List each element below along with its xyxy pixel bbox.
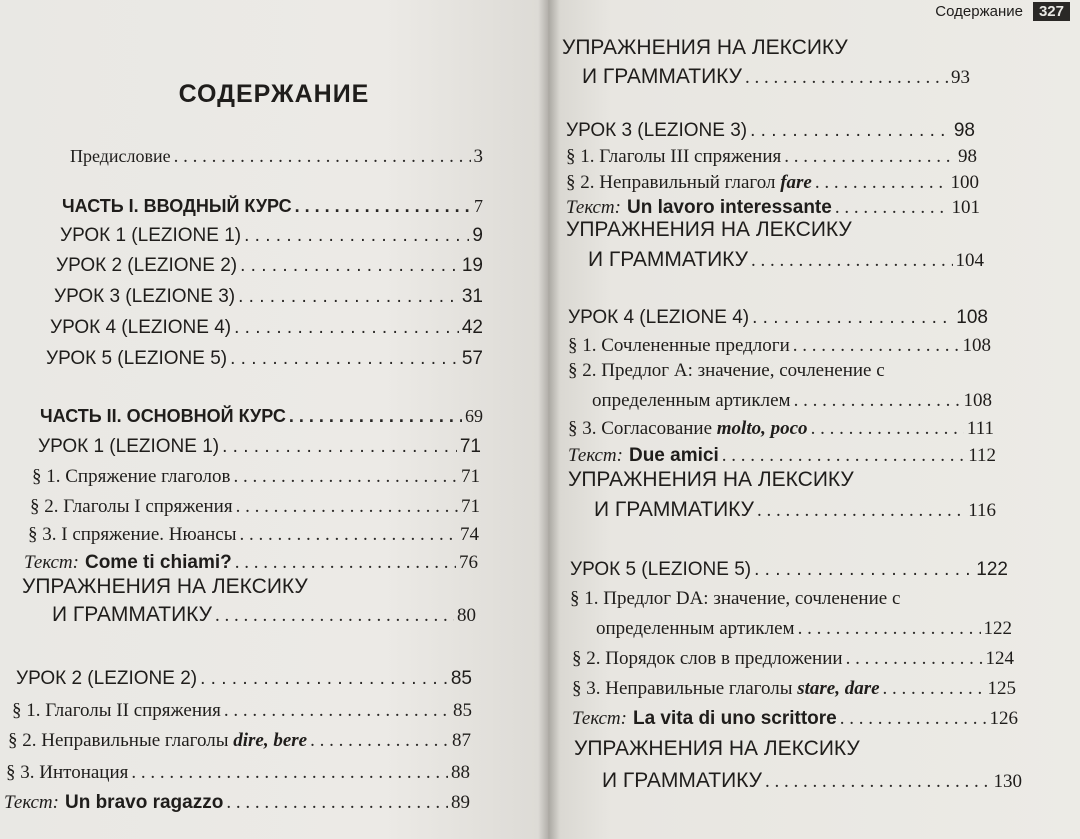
toc-entry-l1-text[interactable]: [24, 550, 478, 576]
toc-entry-l5-s1-line1: § 1. Предлог DA: значение, сочленение с: [570, 588, 901, 609]
dot-leader: [224, 698, 450, 724]
entry-label: УРОК 5 (LEZIONE 5): [570, 559, 752, 580]
text-title: Come ti chiami?: [84, 552, 232, 573]
entry-label-em: stare, dare: [797, 678, 880, 699]
entry-page: 130: [993, 771, 1022, 792]
entry-page: 108: [963, 390, 992, 411]
toc-entry-lesson5[interactable]: [570, 557, 1008, 583]
entry-page: 116: [968, 500, 996, 521]
dot-leader: [751, 248, 953, 274]
entry-label-pre: § 3. Согласование: [568, 418, 717, 439]
toc-entry-lesson1[interactable]: [38, 434, 481, 460]
entry-page: 98: [953, 120, 975, 141]
text-prefix: Текст:: [4, 792, 59, 813]
entry-page: 87: [452, 730, 471, 751]
entry-label: § 3. Интонация: [6, 762, 129, 783]
entry-label: § 1. Глаголы III спряжения: [566, 146, 782, 167]
dot-leader: [793, 333, 960, 359]
entry-label: § 1. Спряжение глаголов: [32, 466, 231, 487]
toc-entry-l4-text[interactable]: [568, 443, 996, 469]
entry-label: И ГРАММАТИКУ: [588, 248, 748, 271]
dot-leader: [289, 403, 462, 429]
dot-leader: [215, 603, 454, 629]
page-number: 327: [1033, 2, 1070, 21]
toc-entry-l2-s3[interactable]: [6, 760, 470, 786]
entry-label: УРОК 2 (LEZIONE 2): [16, 668, 198, 689]
running-head-title: Содержание: [935, 2, 1023, 20]
entry-page: 69: [465, 406, 483, 426]
entry-page: 71: [459, 436, 481, 457]
dot-leader: [757, 498, 965, 524]
entry-label: УРОК 3 (LEZIONE 3): [54, 286, 236, 307]
entry-page: 100: [950, 172, 979, 193]
toc-entry-part2[interactable]: [40, 403, 483, 429]
dot-leader: [295, 193, 471, 219]
entry-label: ЧАСТЬ II. ОСНОВНОЙ КУРС: [40, 406, 286, 426]
toc-entry-part1-lesson1[interactable]: [60, 223, 483, 249]
entry-page: 89: [451, 792, 470, 813]
toc-entry-l5-s2[interactable]: [572, 646, 1014, 672]
entry-label: И ГРАММАТИКУ: [602, 769, 762, 792]
text-prefix: Текст:: [566, 197, 621, 218]
entry-page: 108: [962, 335, 991, 356]
dot-leader: [754, 557, 973, 583]
entry-page: 85: [450, 668, 472, 689]
entry-label: Предисловие: [70, 146, 171, 166]
toc-entry-l3-exercises-line1: УПРАЖНЕНИЯ НА ЛЕКСИКУ: [566, 218, 852, 241]
dot-leader: [840, 706, 987, 732]
text-prefix: Текст:: [572, 708, 627, 729]
entry-label: УРОК 5 (LEZIONE 5): [46, 348, 228, 369]
book-gutter: [538, 0, 560, 839]
entry-label: § 2. Порядок слов в предложении: [572, 648, 843, 669]
dot-leader: [794, 388, 961, 414]
text-prefix: Текст:: [24, 552, 79, 573]
entry-label-em: molto, poco: [716, 418, 808, 439]
dot-leader: [310, 728, 449, 754]
entry-label: § 3. I спряжение. Нюансы: [28, 524, 237, 545]
dot-leader: [765, 769, 991, 795]
entry-page: 7: [474, 196, 483, 216]
dot-leader: [222, 434, 457, 460]
dot-leader: [811, 416, 964, 442]
entry-label: § 1. Сочлененные предлоги: [568, 335, 790, 356]
entry-page: 76: [459, 552, 478, 573]
toc-entry-part1[interactable]: [62, 193, 483, 219]
dot-leader: [174, 144, 471, 170]
entry-page: 42: [461, 317, 483, 338]
entry-label: § 1. Глаголы II спряжения: [12, 700, 221, 721]
entry-page: 93: [951, 67, 970, 88]
entry-label: УРОК 2 (LEZIONE 2): [56, 255, 238, 276]
dot-leader: [798, 616, 981, 642]
toc-entry-l4-s3[interactable]: [568, 416, 994, 442]
dot-leader: [752, 305, 953, 331]
toc-entry-l5-s1[interactable]: [596, 616, 1012, 642]
entry-label: ЧАСТЬ I. ВВОДНЫЙ КУРС: [62, 196, 292, 216]
toc-entry-part1-lesson4[interactable]: [50, 315, 483, 341]
toc-entry-l1-s3[interactable]: [28, 522, 479, 548]
toc-entry-preface[interactable]: [70, 143, 483, 169]
entry-label: УРОК 1 (LEZIONE 1): [38, 436, 220, 457]
entry-page: 88: [451, 762, 470, 783]
toc-entry-l5-text[interactable]: [572, 706, 1018, 732]
running-head: [935, 0, 1070, 22]
entry-label-pre: § 3. Неправильные глаголы: [572, 678, 798, 699]
entry-label: И ГРАММАТИКУ: [52, 603, 212, 626]
entry-label: УРОК 4 (LEZIONE 4): [568, 307, 750, 328]
toc-entry-l4-exercises[interactable]: [594, 497, 996, 523]
dot-leader: [815, 170, 948, 196]
toc-entry-l1-exercises[interactable]: [52, 602, 476, 628]
entry-label-pre: § 2. Неправильные глаголы: [8, 730, 234, 751]
toc-entry-l2-s2[interactable]: [8, 728, 471, 754]
dot-leader: [235, 550, 456, 576]
dot-leader: [131, 760, 448, 786]
toc-entry-l3-exercises[interactable]: [588, 247, 984, 273]
toc-entry-l4-s1[interactable]: [568, 333, 991, 359]
toc-entry-l3-s2[interactable]: [566, 170, 979, 196]
toc-entry-l1-s1[interactable]: [32, 464, 480, 490]
toc-entry-part1-lesson3[interactable]: [54, 284, 483, 310]
toc-entry-l2-exercises[interactable]: [582, 64, 970, 90]
dot-leader: [745, 65, 948, 91]
dot-leader: [846, 646, 983, 672]
dot-leader: [234, 315, 459, 341]
entry-page: 9: [472, 225, 483, 246]
toc-title: СОДЕРЖАНИЕ: [178, 80, 370, 108]
entry-label: определенным артиклем: [596, 618, 795, 639]
text-title: Un lavoro interessante: [626, 197, 832, 218]
entry-label: определенным артиклем: [592, 390, 791, 411]
entry-page: 80: [457, 605, 476, 626]
entry-label-pre: § 2. Неправильный глагол: [566, 172, 781, 193]
toc-entry-l2-text[interactable]: [4, 790, 470, 816]
dot-leader: [239, 522, 457, 548]
toc-entry-l5-exercises[interactable]: [602, 768, 1022, 794]
dot-leader: [226, 790, 448, 816]
entry-page: 19: [461, 255, 483, 276]
dot-leader: [883, 676, 985, 702]
toc-entry-lesson3[interactable]: [566, 118, 975, 144]
entry-page: 126: [989, 708, 1018, 729]
entry-page: 122: [976, 559, 1008, 580]
toc-entry-l3-s1[interactable]: [566, 144, 977, 170]
toc-entry-l1-exercises-line1: УПРАЖНЕНИЯ НА ЛЕКСИКУ: [22, 575, 308, 598]
dot-leader: [722, 443, 965, 469]
toc-entry-part1-lesson2[interactable]: [56, 253, 483, 279]
right-page: [548, 0, 1080, 839]
text-title: La vita di uno scrittore: [632, 708, 837, 729]
toc-entry-l5-s3[interactable]: [572, 676, 1016, 702]
entry-page: 125: [987, 678, 1016, 699]
entry-page: 104: [955, 250, 984, 271]
entry-label: УРОК 1 (LEZIONE 1): [60, 225, 242, 246]
dot-leader: [238, 284, 459, 310]
dot-leader: [236, 494, 458, 520]
dot-leader: [233, 464, 458, 490]
text-prefix: Текст:: [568, 445, 623, 466]
toc-entry-l2-exercises-line1: УПРАЖНЕНИЯ НА ЛЕКСИКУ: [562, 36, 848, 59]
entry-label: И ГРАММАТИКУ: [594, 498, 754, 521]
dot-leader: [230, 346, 459, 372]
entry-page: 111: [966, 418, 994, 439]
toc-entry-part1-lesson5[interactable]: [46, 346, 483, 372]
entry-label: УРОК 4 (LEZIONE 4): [50, 317, 232, 338]
toc-entry-lesson2[interactable]: [16, 666, 472, 692]
entry-label-em: fare: [780, 172, 812, 193]
toc-entry-l2-s1[interactable]: [12, 698, 472, 724]
entry-page: 71: [461, 466, 480, 487]
entry-label-em: dire, bere: [233, 730, 308, 751]
entry-page: 31: [461, 286, 483, 307]
toc-entry-l4-exercises-line1: УПРАЖНЕНИЯ НА ЛЕКСИКУ: [568, 468, 854, 491]
entry-label: И ГРАММАТИКУ: [582, 65, 742, 88]
text-title: Due amici: [628, 445, 719, 466]
toc-entry-lesson4[interactable]: [568, 305, 988, 331]
entry-page: 101: [951, 197, 980, 218]
entry-page: 3: [473, 146, 483, 167]
dot-leader: [240, 253, 459, 279]
entry-page: 108: [956, 307, 988, 328]
dot-leader: [244, 223, 469, 249]
entry-page: 98: [958, 146, 977, 167]
entry-page: 57: [461, 348, 483, 369]
entry-page: 124: [985, 648, 1014, 669]
dot-leader: [784, 144, 955, 170]
toc-entry-l5-exercises-line1: УПРАЖНЕНИЯ НА ЛЕКСИКУ: [574, 737, 860, 760]
dot-leader: [200, 666, 448, 692]
toc-entry-l4-s2[interactable]: [592, 388, 992, 414]
toc-entry-l1-s2[interactable]: [30, 494, 480, 520]
entry-label: УРОК 3 (LEZIONE 3): [566, 120, 748, 141]
entry-page: 71: [461, 496, 480, 517]
entry-page: 112: [968, 445, 996, 466]
entry-label: § 2. Глаголы I спряжения: [30, 496, 233, 517]
entry-page: 85: [453, 700, 472, 721]
entry-page: 74: [460, 524, 479, 545]
text-title: Un bravo ragazzo: [64, 792, 224, 813]
toc-entry-l4-s2-line1: § 2. Предлог А: значение, сочленение с: [568, 360, 885, 381]
entry-page: 122: [983, 618, 1012, 639]
dot-leader: [750, 118, 951, 144]
